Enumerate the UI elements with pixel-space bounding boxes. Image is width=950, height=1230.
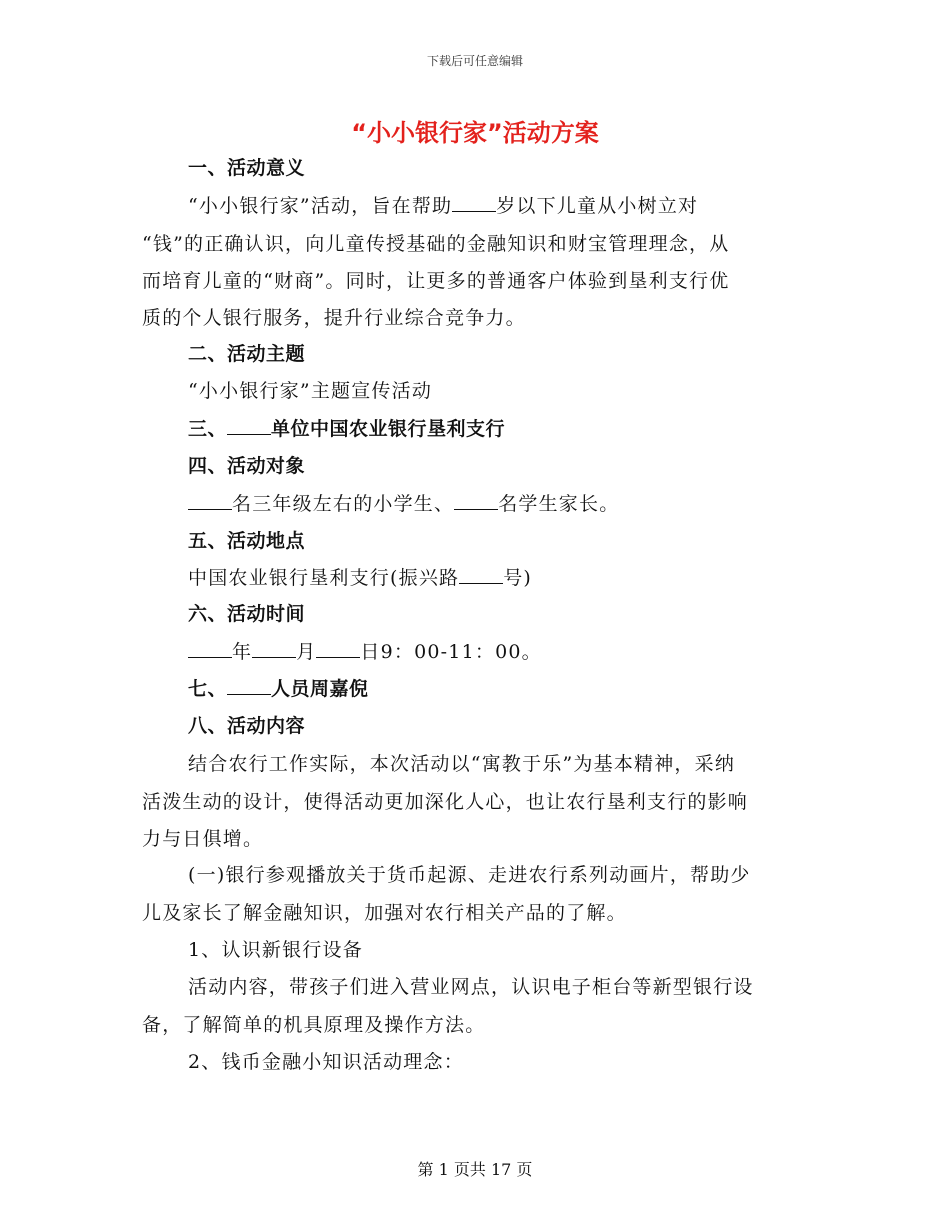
paragraph-line xyxy=(188,565,858,591)
section-heading-7 xyxy=(188,676,858,702)
text-segment: 七、 xyxy=(188,678,228,700)
fill-blank xyxy=(252,639,296,658)
text-segment: 年 xyxy=(232,641,253,663)
paragraph-line: 而培育儿童的“财商”。同时，让更多的普通客户体验到垦利支行优 xyxy=(142,270,730,292)
list-item: 1、认识新银行设备 xyxy=(188,939,363,961)
section-heading-8: 八、活动内容 xyxy=(188,715,306,737)
text-segment: 名三年级左右的小学生、 xyxy=(232,493,455,515)
text-segment: 中国农业银行垦利支行(振兴路 xyxy=(188,567,460,589)
fill-blank xyxy=(452,193,496,212)
section-heading-6: 六、活动时间 xyxy=(188,603,306,625)
section-heading-5: 五、活动地点 xyxy=(188,530,306,552)
section-heading-4: 四、活动对象 xyxy=(188,455,306,477)
paragraph-line: 活泼生动的设计，使得活动更加深化人心，也让农行垦利支行的影响 xyxy=(142,791,749,813)
fill-blank xyxy=(227,676,271,695)
text-segment: 人员周嘉倪 xyxy=(271,678,369,700)
fill-blank xyxy=(188,639,232,658)
fill-blank xyxy=(454,491,498,510)
fill-blank xyxy=(316,639,360,658)
text-segment: 单位中国农业银行垦利支行 xyxy=(271,418,506,440)
fill-blank xyxy=(227,416,271,435)
fill-blank xyxy=(188,491,232,510)
paragraph-line: (一)银行参观播放关于货币起源、走进农行系列动画片，帮助少 xyxy=(188,864,751,886)
paragraph-line: 活动内容，带孩子们进入营业网点，认识电子柜台等新型银行设 xyxy=(188,976,754,998)
text-segment: 日9：00-11：00。 xyxy=(360,641,542,663)
page-footer: 第 1 页共 17 页 xyxy=(417,1160,533,1179)
text-segment: 岁以下儿童从小树立对 xyxy=(496,195,699,217)
text-segment: 三、 xyxy=(188,418,228,440)
paragraph-line: 质的个人银行服务，提升行业综合竞争力。 xyxy=(142,307,526,329)
fill-blank xyxy=(459,565,503,584)
paragraph-line xyxy=(188,639,858,665)
paragraph-line xyxy=(188,193,858,219)
paragraph-line xyxy=(188,491,858,517)
text-segment: 号) xyxy=(503,567,533,589)
document-title: “小小银行家”活动方案 xyxy=(351,119,599,147)
section-heading-1: 一、活动意义 xyxy=(188,157,306,179)
text-segment: “小小银行家”活动，旨在帮助 xyxy=(188,195,453,217)
list-item: 2、钱币金融小知识活动理念： xyxy=(188,1051,464,1073)
paragraph-line: “小小银行家”主题宣传活动 xyxy=(188,380,433,402)
paragraph-line: 备，了解简单的机具原理及操作方法。 xyxy=(142,1014,486,1036)
paragraph-line: 力与日俱增。 xyxy=(142,828,264,850)
paragraph-line: “钱”的正确认识，向儿童传授基础的金融知识和财宝管理理念，从 xyxy=(142,233,730,255)
text-segment: 名学生家长。 xyxy=(498,493,620,515)
text-segment: 月 xyxy=(296,641,317,663)
section-heading-3 xyxy=(188,416,858,442)
section-heading-2: 二、活动主题 xyxy=(188,343,306,365)
header-note: 下载后可任意编辑 xyxy=(426,54,523,68)
paragraph-line: 儿及家长了解金融知识，加强对农行相关产品的了解。 xyxy=(142,902,627,924)
paragraph-line: 结合农行工作实际，本次活动以“寓教于乐”为基本精神，采纳 xyxy=(188,753,736,775)
